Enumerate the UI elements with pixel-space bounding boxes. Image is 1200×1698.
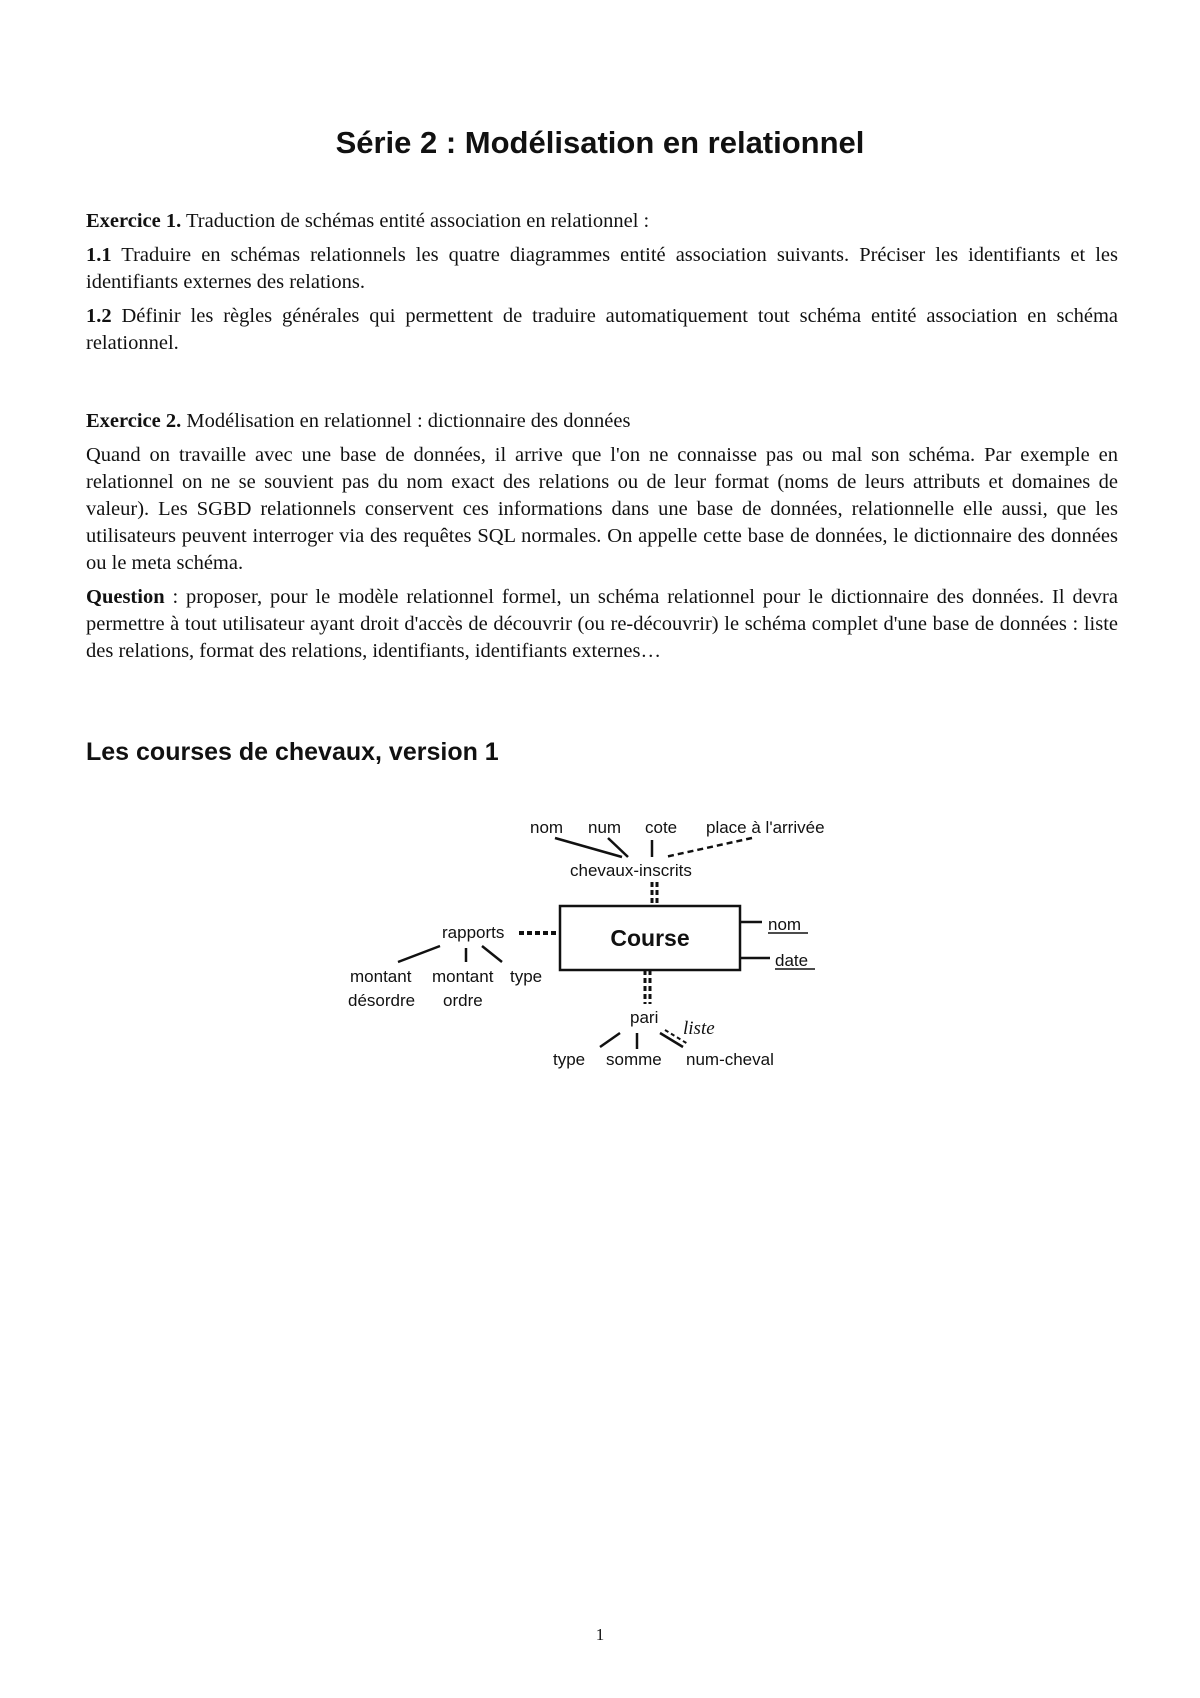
top-attr-num: num — [588, 818, 622, 837]
top-attr-cote: cote — [645, 818, 678, 837]
entity-attr-date: date — [775, 951, 809, 970]
exercise-1-heading-text: Traduction de schémas entité association en relationnel : — [181, 210, 650, 232]
top-group-name: chevaux-inscrits — [570, 861, 692, 880]
entity-name: Course — [610, 925, 690, 951]
bottom-attr-somme: somme — [606, 1050, 662, 1069]
exercise-2-paragraph: Quand on travaille avec une base de données, il arrive que l'on ne connaisse pas ou mal son schéma. Par exemple en relationnel on ne se souvient pas du nom exact des relations ou de leur format (noms de leurs attributs et domaines de valeur). Les SGBD relationnels conservent ces informations dans une base de données, relationnelle elle aussi, que les utilisateurs peuvent interroger via des requêtes SQL normales. On appelle cette base de données, le dictionnaire des données ou le meta schéma. — [86, 444, 1118, 574]
left-line-type — [482, 946, 502, 962]
left-line-montant-desordre — [398, 946, 440, 962]
left-attr-montant-ordre-1: montant — [432, 967, 494, 986]
bottom-group-qualifier: liste — [683, 1018, 715, 1039]
bottom-attr-type: type — [553, 1050, 586, 1069]
left-group-name: rapports — [442, 923, 505, 942]
question-1-2-text: Définir les règles générales qui permettent de traduire automatiquement tout schéma entité association en schéma relationnel. — [86, 305, 1118, 354]
left-attr-type: type — [510, 967, 543, 986]
page-title: Série 2 : Modélisation en relationnel — [335, 125, 865, 160]
question-text: : proposer, pour le modèle relationnel formel, un schéma relationnel pour le dictionnaire des données. Il devra permettre à tout utilisateur ayant droit d'accès de découvrir (ou re-découvrir) le schéma complet d'une base de données : liste des relations, format des relations, identifiants, identifiants externes… — [86, 586, 1118, 662]
bottom-group-name: pari — [630, 1008, 659, 1027]
bottom-line-type — [600, 1033, 620, 1047]
question-1-1-text: Traduire en schémas relationnels les quatre diagrammes entité association suivants. Préciser les identifiants et les identifiants externes des relations. — [86, 244, 1118, 293]
left-attr-montant-desordre-1: montant — [350, 967, 412, 986]
section-title: Les courses de chevaux, version 1 — [86, 738, 499, 766]
question-label: Question — [86, 586, 165, 608]
left-attr-montant-desordre-2: désordre — [348, 991, 416, 1010]
top-attr-place: place à l'arrivée — [706, 818, 825, 837]
page-number: 1 — [595, 1625, 605, 1644]
entity-attr-nom: nom — [768, 915, 802, 934]
exercise-2-heading-text: Modélisation en relationnel : dictionnaire des données — [181, 410, 631, 432]
left-attr-montant-ordre-2: ordre — [443, 991, 483, 1010]
exercise-2-label: Exercice 2. — [86, 410, 182, 432]
exercise-1-label: Exercice 1. — [86, 210, 182, 232]
bottom-attr-num-cheval: num-cheval — [686, 1050, 774, 1069]
top-attr-nom: nom — [530, 818, 564, 837]
question-1-2-number: 1.2 — [86, 305, 112, 327]
question-1-1-number: 1.1 — [86, 244, 112, 266]
top-line-place — [665, 838, 752, 857]
